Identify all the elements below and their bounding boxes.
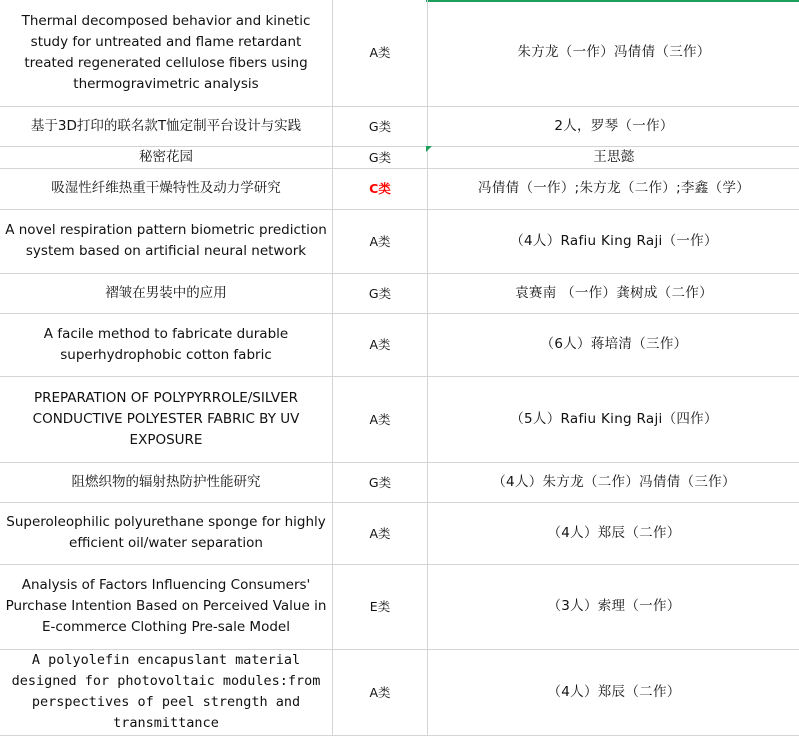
category-cell[interactable]: A类 [333, 502, 428, 564]
authors-cell[interactable]: 王思懿 [428, 146, 799, 168]
category-cell-highlighted[interactable]: C类 [333, 168, 428, 209]
category-cell[interactable]: G类 [333, 462, 428, 502]
title-cell[interactable]: 褶皱在男装中的应用 [0, 273, 333, 313]
title-cell[interactable]: Thermal decomposed behavior and kinetic study for untreated and flame retardant treated regenerated cellulose fibers using thermogravimetric analysis [0, 0, 333, 106]
authors-cell[interactable]: 2人，罗琴（一作） [428, 106, 799, 146]
table-row [0, 313, 799, 376]
table-row [0, 502, 799, 564]
title-cell[interactable]: 基于3D打印的联名款T恤定制平台设计与实践 [0, 106, 333, 146]
title-cell[interactable]: A polyolefin encapuslant material designed for photovoltaic modules:from perspectives of peel strength and transmittance [0, 649, 333, 735]
authors-cell[interactable]: （4人）Rafiu King Raji（一作） [428, 209, 799, 273]
table-row [0, 146, 799, 168]
title-cell[interactable]: 吸湿性纤维热重干燥特性及动力学研究 [0, 168, 333, 209]
category-cell[interactable]: E类 [333, 564, 428, 649]
category-cell[interactable]: A类 [333, 0, 428, 106]
table-row [0, 376, 799, 462]
table-row [0, 564, 799, 649]
title-cell[interactable]: 秘密花园 [0, 146, 333, 168]
category-cell[interactable]: G类 [333, 106, 428, 146]
title-cell[interactable]: PREPARATION OF POLYPYRROLE/SILVER CONDUCTIVE POLYESTER FABRIC BY UV EXPOSURE [0, 376, 333, 462]
table-row [0, 106, 799, 146]
authors-cell[interactable]: （4人）朱方龙（二作）冯倩倩（三作） [428, 462, 799, 502]
authors-cell[interactable]: 朱方龙（一作）冯倩倩（三作） [428, 0, 799, 106]
title-cell[interactable]: A facile method to fabricate durable superhydrophobic cotton fabric [0, 313, 333, 376]
category-cell[interactable]: A类 [333, 376, 428, 462]
table-row [0, 168, 799, 209]
table-row [0, 649, 799, 735]
table-row [0, 273, 799, 313]
authors-cell[interactable]: （3人）索理（一作） [428, 564, 799, 649]
authors-cell[interactable]: （4人）郑辰（二作） [428, 502, 799, 564]
authors-cell[interactable]: 袁赛南 （一作）龚树成（二作） [428, 273, 799, 313]
authors-cell[interactable]: 冯倩倩（一作）;朱方龙（二作）;李鑫（学） [428, 168, 799, 209]
title-cell[interactable]: 阻燃织物的辐射热防护性能研究 [0, 462, 333, 502]
title-cell[interactable]: Analysis of Factors Influencing Consumers' Purchase Intention Based on Perceived Value in E-commerce Clothing Pre-sale Model [0, 564, 333, 649]
table-row [0, 0, 799, 106]
cell-comment-marker [426, 146, 432, 152]
table-row [0, 209, 799, 273]
authors-cell[interactable]: （5人）Rafiu King Raji（四作） [428, 376, 799, 462]
category-cell[interactable]: G类 [333, 146, 428, 168]
category-cell[interactable]: A类 [333, 649, 428, 735]
authors-cell[interactable]: （6人）蒋培清（三作） [428, 313, 799, 376]
category-cell[interactable]: A类 [333, 209, 428, 273]
title-cell[interactable]: Superoleophilic polyurethane sponge for highly efficient oil/water separation [0, 502, 333, 564]
category-cell[interactable]: G类 [333, 273, 428, 313]
authors-cell[interactable]: （4人）郑辰（二作） [428, 649, 799, 735]
category-cell[interactable]: A类 [333, 313, 428, 376]
title-cell[interactable]: A novel respiration pattern biometric prediction system based on artificial neural network [0, 209, 333, 273]
table-row [0, 462, 799, 502]
